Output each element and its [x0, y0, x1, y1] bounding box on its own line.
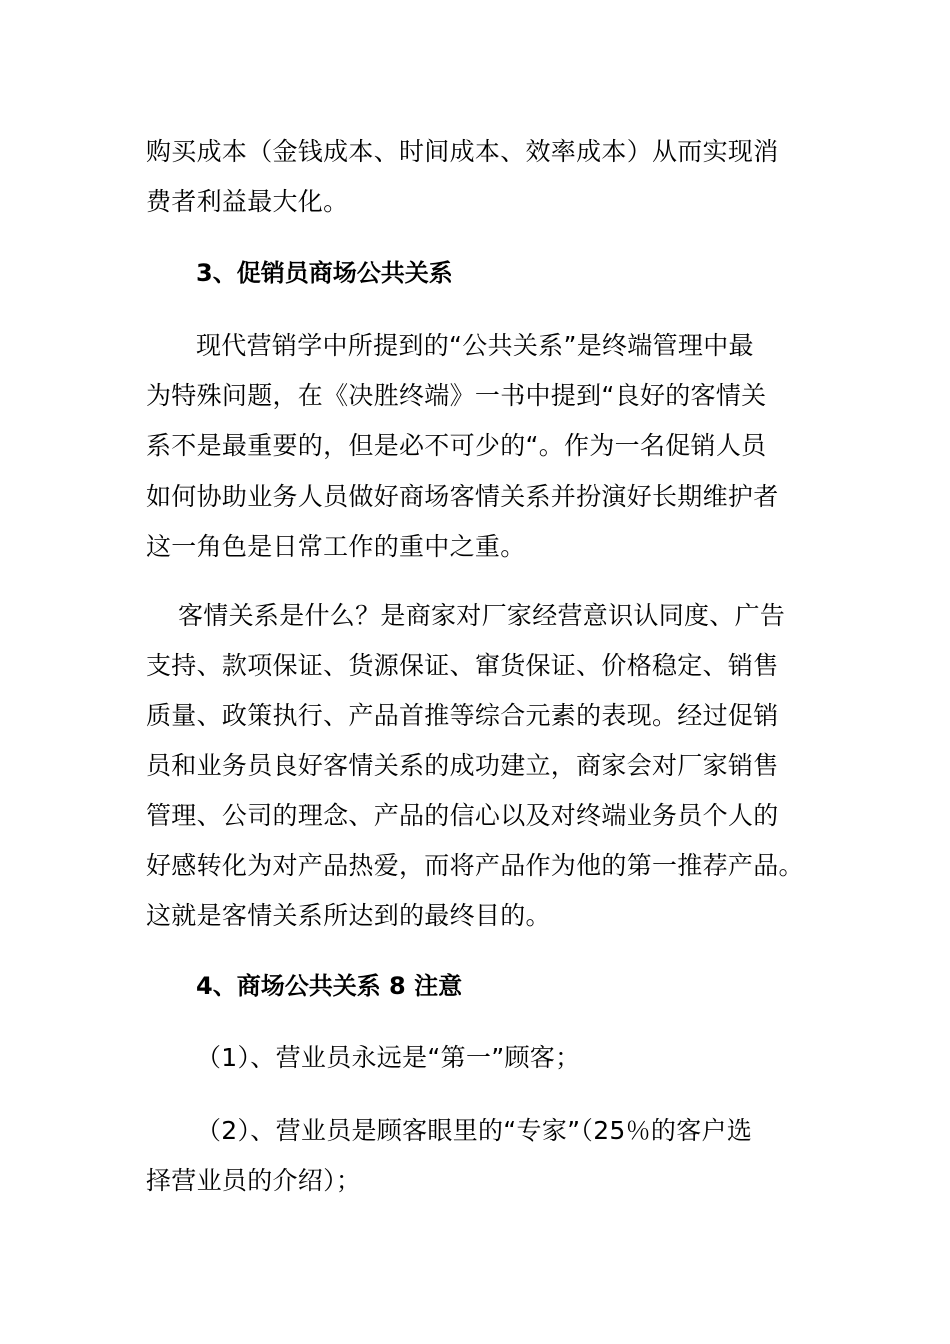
paragraph-2-line-3: 系不是最重要的，但是必不可少的“。作为一名促销人员 — [146, 431, 767, 460]
paragraph-3-line-4: 员和业务员良好客情关系的成功建立，商家会对厂家销售 — [146, 751, 779, 780]
list-item-2-line-2: 择营业员的介绍）； — [146, 1166, 362, 1195]
list-item-2-line-1: （2）、营业员是顾客眼里的“专家”（25％的客户选 — [196, 1116, 753, 1145]
paragraph-2-line-4: 如何协助业务人员做好商场客情关系并扮演好长期维护者 — [146, 482, 779, 511]
paragraph-3-line-7: 这就是客情关系所达到的最终目的。 — [146, 901, 551, 930]
paragraph-1-line-1: 购买成本（金钱成本、时间成本、效率成本）从而实现消 — [146, 137, 779, 166]
paragraph-1-line-2: 费者利益最大化。 — [146, 187, 349, 216]
paragraph-2-line-1: 现代营销学中所提到的“公共关系”是终端管理中最 — [196, 331, 754, 360]
section-heading-4: 4、商场公共关系 8 注意 — [196, 972, 463, 1000]
paragraph-3-line-3: 质量、政策执行、产品首推等综合元素的表现。经过促销 — [146, 701, 779, 730]
section-heading-3: 3、促销员商场公共关系 — [196, 259, 453, 287]
paragraph-3-line-5: 管理、公司的理念、产品的信心以及对终端业务员个人的 — [146, 801, 779, 830]
paragraph-2-line-2: 为特殊问题，在《决胜终端》一书中提到“良好的客情关 — [146, 381, 767, 410]
paragraph-3-line-6: 好感转化为对产品热爱，而将产品作为他的第一推荐产品。 — [146, 851, 804, 880]
list-item-1-line-1: （1）、营业员永远是“第一”顾客； — [196, 1043, 581, 1072]
paragraph-3-line-2: 支持、款项保证、货源保证、窜货保证、价格稳定、销售 — [146, 651, 779, 680]
paragraph-2-line-5: 这一角色是日常工作的重中之重。 — [146, 532, 526, 561]
paragraph-3-line-1: 客情关系是什么？是商家对厂家经营意识认同度、广告 — [178, 601, 786, 630]
